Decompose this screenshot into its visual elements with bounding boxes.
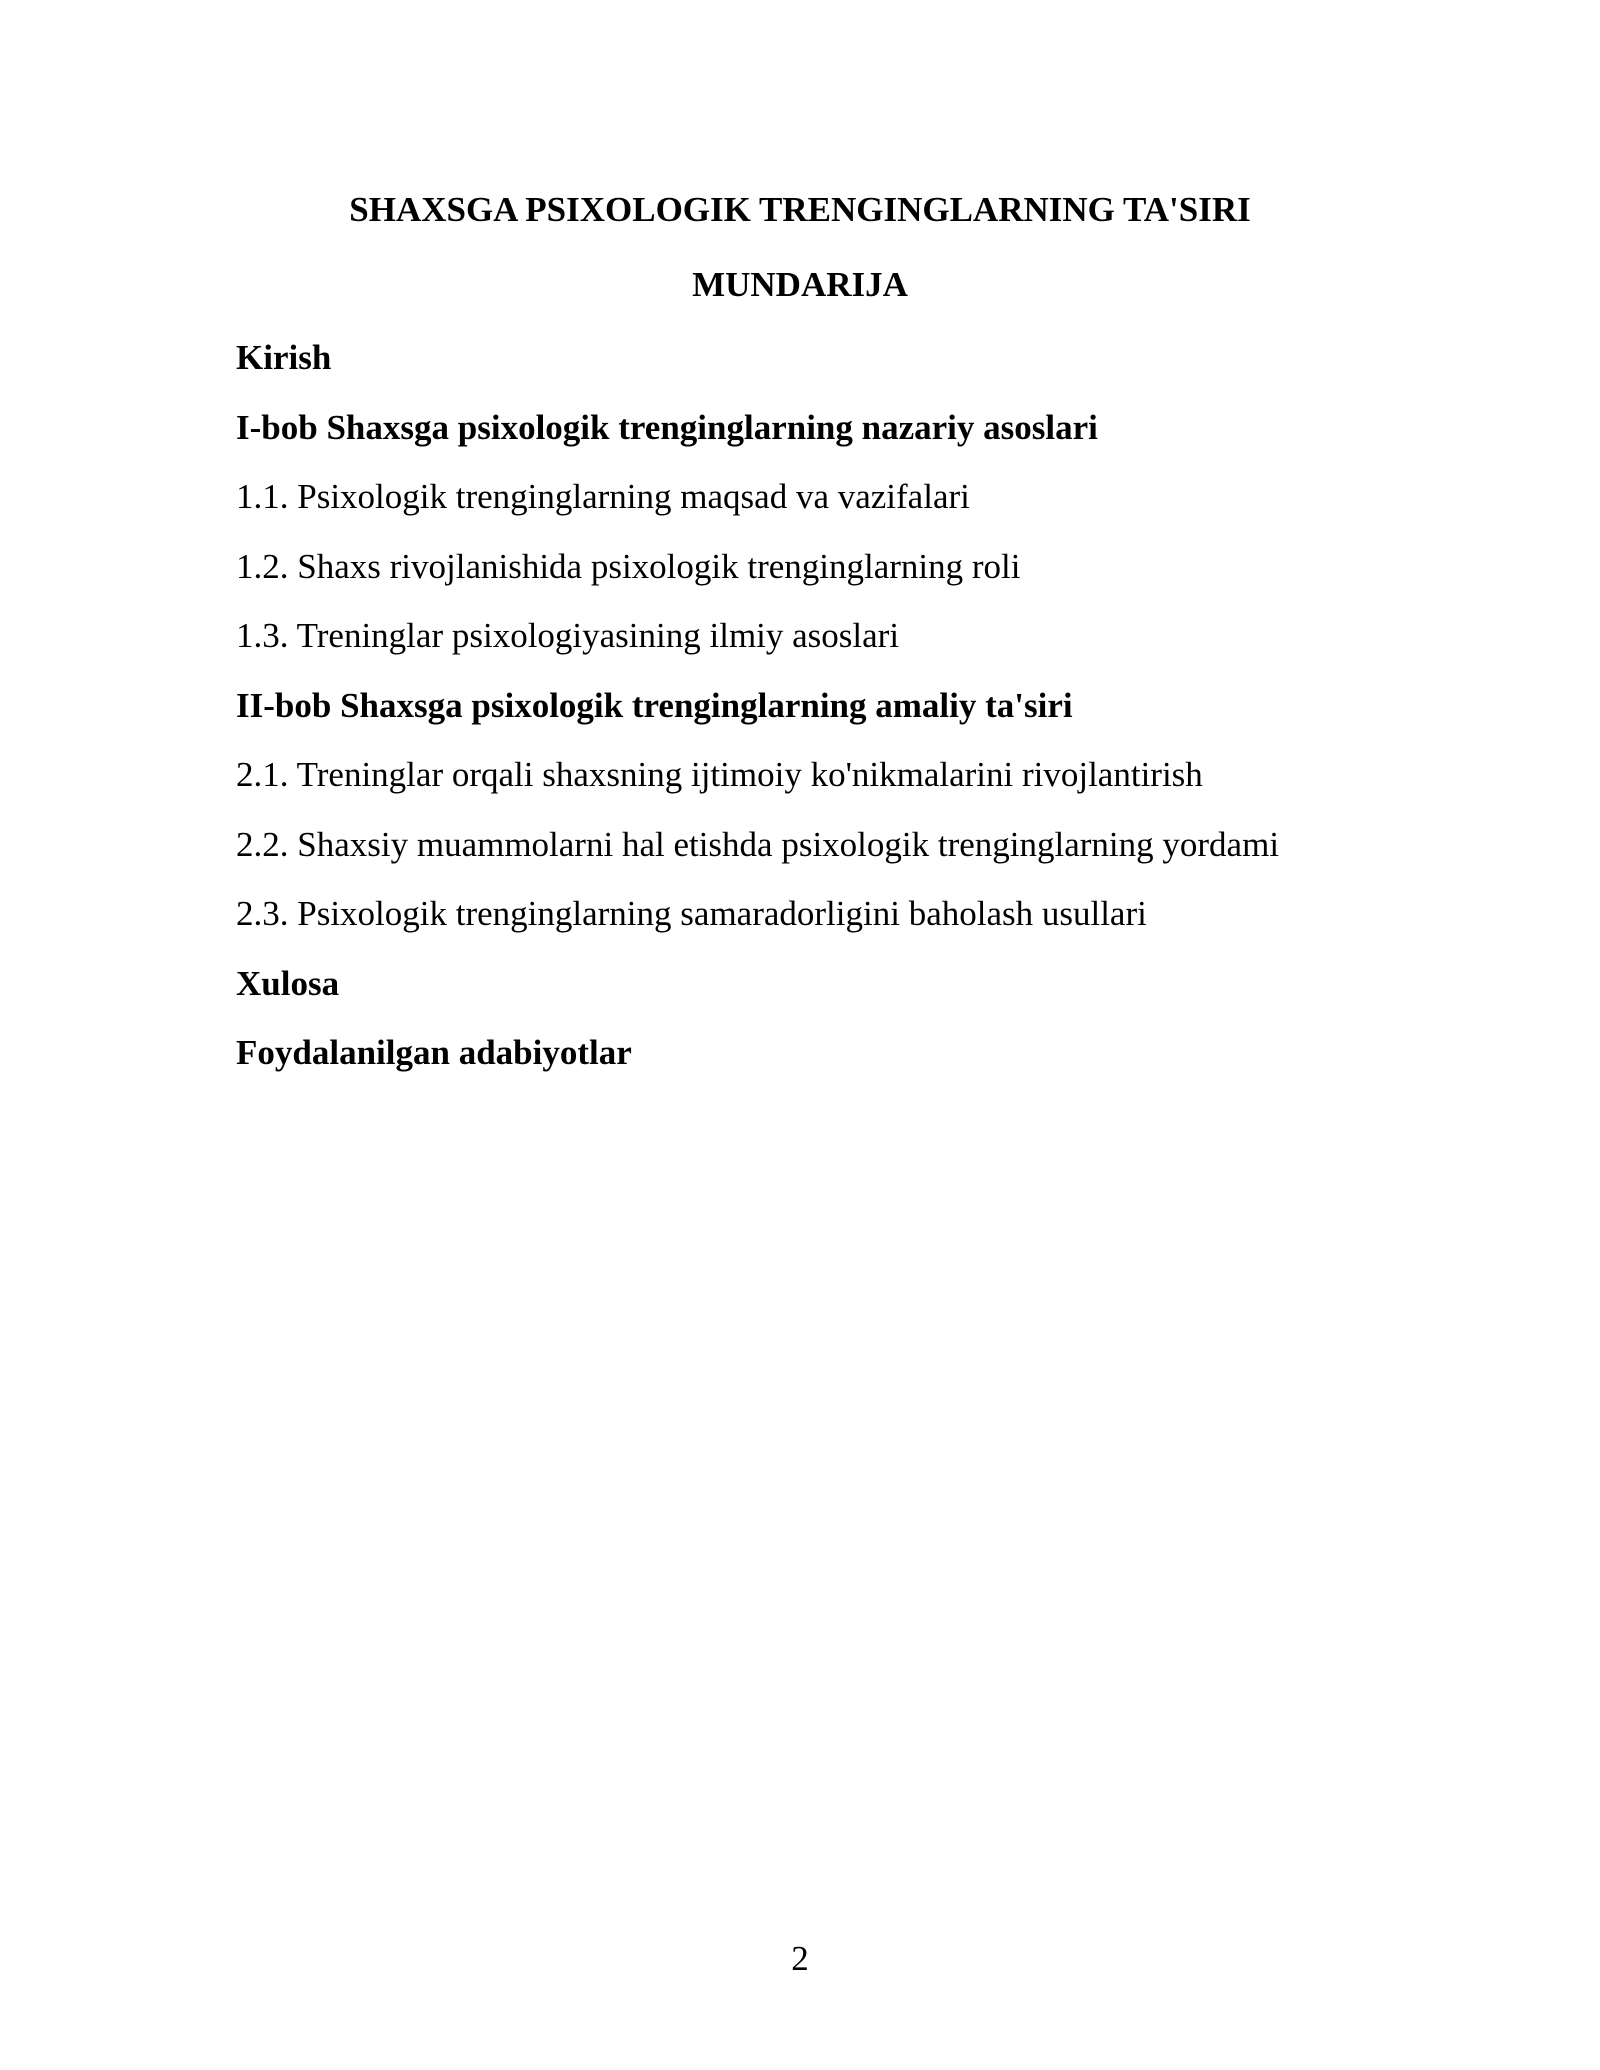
page-number: 2 [791, 1939, 809, 1978]
toc-entry-section-2-3: 2.3. Psixologik trenginglarning samaradorligini baholash usullari [236, 894, 1147, 933]
toc-entry-chapter-2: II-bob Shaxsga psixologik trenginglarning amaliy ta'siri [236, 685, 1073, 725]
toc-entry-introduction: Kirish [236, 338, 332, 377]
toc-entry-references: Foydalanilgan adabiyotlar [236, 1033, 632, 1072]
table-of-contents [236, 336, 1436, 1101]
toc-entry-section-1-1: 1.1. Psixologik trenginglarning maqsad va vazifalari [236, 477, 970, 516]
toc-entry-section-1-2: 1.2. Shaxs rivojlanishida psixologik trenginglarning roli [236, 546, 1021, 586]
document-title: SHAXSGA PSIXOLOGIK TRENGINGLARNING TA'SIRI [349, 190, 1251, 229]
toc-entry-section-2-1: 2.1. Treninglar orqali shaxsning ijtimoiy ko'nikmalarini rivojlantirish [236, 755, 1203, 794]
toc-entry-conclusion: Xulosa [236, 963, 340, 1003]
toc-entry-section-1-3: 1.3. Treninglar psixologiyasining ilmiy asoslari [236, 616, 900, 655]
toc-entry-section-2-2: 2.2. Shaxsiy muammolarni hal etishda psixologik trenginglarning yordami [236, 824, 1280, 864]
toc-heading: MUNDARIJA [692, 265, 908, 304]
toc-entry-chapter-1: I-bob Shaxsga psixologik trenginglarning nazariy asoslari [236, 407, 1098, 447]
